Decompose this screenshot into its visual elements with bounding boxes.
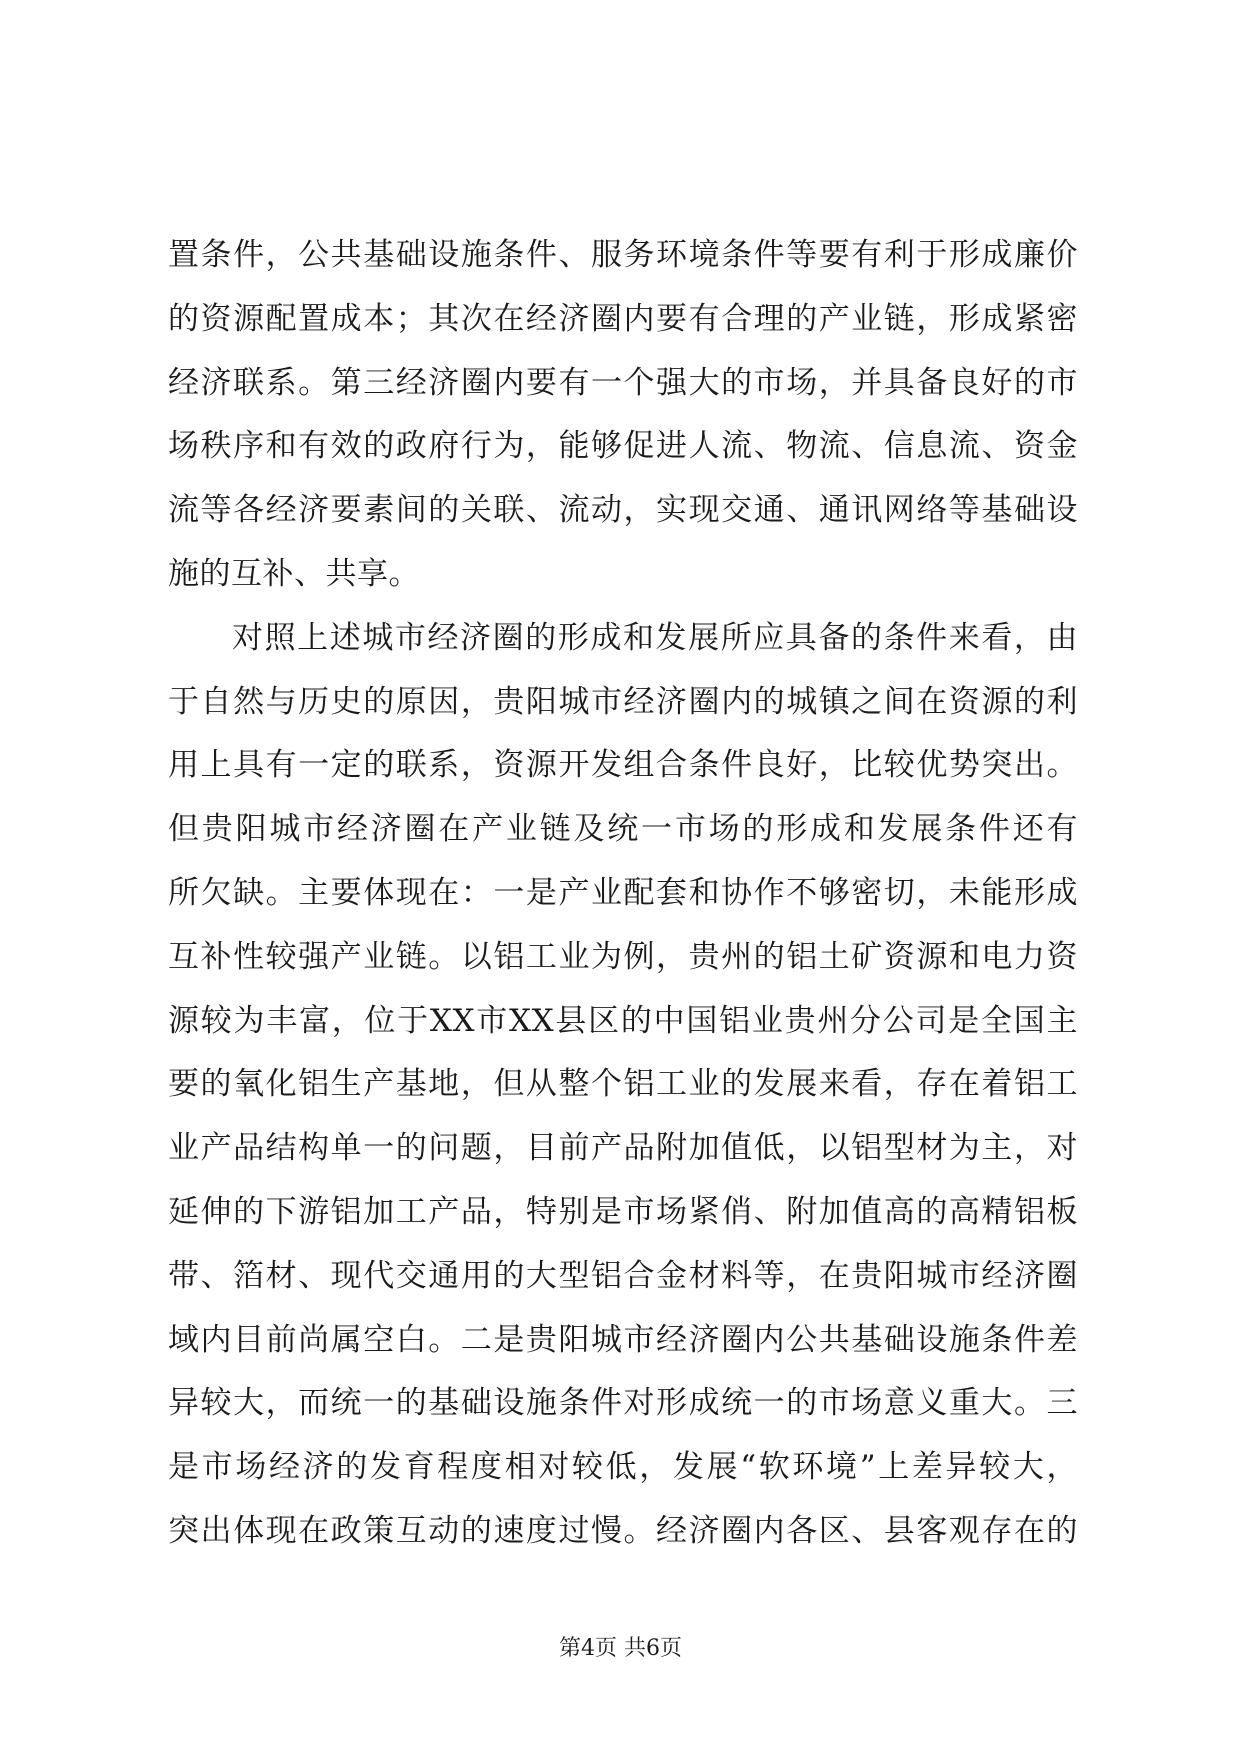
text-line: 但贵阳城市经济圈在产业链及统一市场的形成和发展条件还有 (168, 811, 1078, 848)
text-line: 是市场经济的发育程度相对较低，发展“软环境”上差异较大， (168, 1449, 1078, 1486)
paragraph-2 (168, 607, 1078, 1564)
text-line: 延伸的下游铝加工产品，特别是市场紧俏、附加值高的高精铝板 (168, 1193, 1078, 1230)
document-body (168, 224, 1078, 1564)
text-line: 业产品结构单一的问题，目前产品附加值低，以铝型材为主，对 (168, 1130, 1078, 1167)
text-line: 流等各经济要素间的关联、流动，实现交通、通讯网络等基础设 (168, 492, 1078, 529)
text-line: 带、箔材、现代交通用的大型铝合金材料等，在贵阳城市经济圈 (168, 1257, 1078, 1294)
text-line: 源较为丰富，位于XX市XX县区的中国铝业贵州分公司是全国主 (168, 1002, 1078, 1039)
text-line: 用上具有一定的联系，资源开发组合条件良好，比较优势突出。 (168, 747, 1078, 784)
text-line: 突出体现在政策互动的速度过慢。经济圈内各区、县客观存在的 (168, 1512, 1078, 1549)
text-line: 要的氧化铝生产基地，但从整个铝工业的发展来看，存在着铝工 (168, 1066, 1078, 1103)
text-line: 互补性较强产业链。以铝工业为例，贵州的铝土矿资源和电力资 (168, 938, 1078, 975)
text-line: 异较大，而统一的基础设施条件对形成统一的市场意义重大。三 (168, 1385, 1078, 1422)
text-line: 域内目前尚属空白。二是贵阳城市经济圈内公共基础设施条件差 (168, 1321, 1078, 1358)
text-line: 于自然与历史的原因，贵阳城市经济圈内的城镇之间在资源的利 (168, 683, 1078, 720)
text-line: 施的互补、共享。 (168, 555, 420, 592)
page-number-footer: 第4页 共6页 (559, 1636, 682, 1661)
paragraph-1 (168, 224, 1078, 607)
text-line: 对照上述城市经济圈的形成和发展所应具备的条件来看，由 (232, 619, 1078, 656)
text-line: 置条件，公共基础设施条件、服务环境条件等要有利于形成廉价 (168, 237, 1078, 273)
text-line: 场秩序和有效的政府行为，能够促进人流、物流、信息流、资金 (168, 428, 1078, 465)
text-line: 经济联系。第三经济圈内要有一个强大的市场，并具备良好的市 (168, 364, 1078, 401)
text-line: 所欠缺。主要体现在：一是产业配套和协作不够密切，未能形成 (168, 874, 1078, 911)
text-line: 的资源配置成本；其次在经济圈内要有合理的产业链，形成紧密 (168, 300, 1078, 337)
